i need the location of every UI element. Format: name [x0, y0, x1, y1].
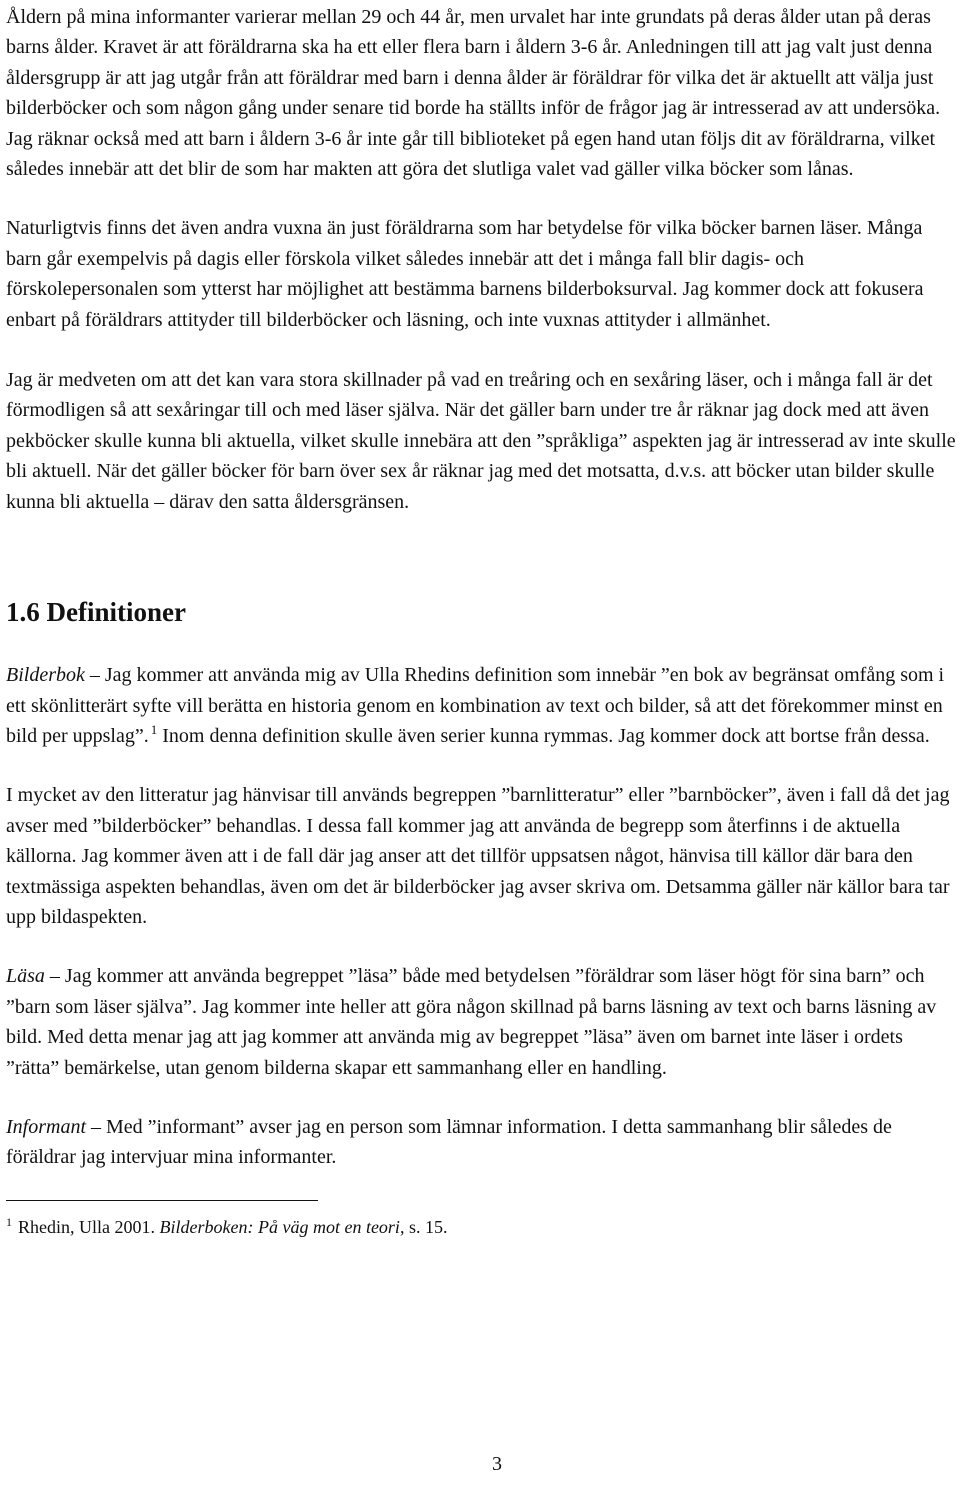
- definition-lasa: [6, 961, 956, 1083]
- definition-informant: [6, 1112, 956, 1173]
- definition-bilderbok-text-continued: Inom denna definition skulle även serier kunna rymmas. Jag kommer dock att bortse från dessa.: [157, 724, 930, 747]
- footnote: [6, 1215, 956, 1239]
- definition-informant-text: – Med ”informant” avser jag en person som lämnar information. I detta sammanhang blir således de föräldrar jag intervjuar mina informanter.: [6, 1115, 892, 1169]
- footnote-pages: , s. 15.: [399, 1216, 448, 1237]
- term-bilderbok: Bilderbok: [6, 664, 85, 687]
- page-number: 3: [492, 1453, 502, 1475]
- term-informant: Informant: [6, 1115, 86, 1138]
- paragraph-literature-terms: I mycket av den litteratur jag hänvisar till används begreppen ”barnlitteratur” eller ”barnböcker”, även i fall då det jag avser med ”bilderböcker” behandlas. I dessa fall kommer jag att använda de begrepp som återfinns i de aktuella källorna. Jag kommer även att i de fall där jag anser att det tillför uppsatsen något, hänvisa till källor där bara den textmässiga aspekten behandlas, även om det är bilderböcker jag avser skriva om. Detsamma gäller när källor bara tar upp bildaspekten.: [6, 784, 950, 928]
- paragraph-age-differences: Jag är medveten om att det kan vara stora skillnader på vad en treåring och en sexåring läser, och i många fall är det förmodligen så att sexåringar till och med läser själva. När det gäller barn under tre år räknar jag dock med att även pekböcker skulle kunna bli aktuella, vilket skulle innebära att den ”språkliga” aspekten jag är intresserad av inte skulle bli aktuell. När det gäller böcker för barn över sex år räknar jag med det motsatta, d.v.s. att böcker utan bilder skulle kunna bli aktuella – därav den satta åldersgränsen.: [6, 369, 956, 513]
- footnote-author: Rhedin, Ulla 2001.: [18, 1216, 155, 1237]
- term-lasa: Läsa: [6, 965, 45, 988]
- footnote-mark: 1: [6, 1214, 12, 1229]
- footnote-separator: [6, 1200, 318, 1201]
- definition-lasa-text: – Jag kommer att använda begreppet ”läsa” både med betydelsen ”föräldrar som läser högt för sina barn” och ”barn som läser själva”. Jag kommer inte heller att göra någon skillnad på barns läsning av text och barns läsning av bild. Med detta menar jag att jag kommer att använda mig av begreppet ”läsa” även om barnet inte läser i ordets ”rätta” bemärkelse, utan genom bilderna skapar ett sammanhang eller en handling.: [6, 965, 937, 1079]
- paragraph-other-adults: Naturligtvis finns det även andra vuxna än just föräldrarna som har betydelse för vilka böcker barnen läser. Många barn går exempelvis på dagis eller förskola vilket således innebär att det i många fall blir dagis- och förskolepersonalen som ytterst har möjlighet att bestämma barnens bilderboksurval. Jag kommer dock att fokusera enbart på föräldrars attityder till bilderböcker och läsning, och inte vuxnas attityder i allmänhet.: [6, 217, 924, 331]
- paragraph-informant-age: Åldern på mina informanter varierar mellan 29 och 44 år, men urvalet har inte grundats på deras ålder utan på deras barns ålder. Kravet är att föräldrarna ska ha ett eller flera barn i åldern 3-6 år. Anledningen till att jag valt just denna åldersgrupp är att jag utgår från att föräldrar med barn i denna ålder är föräldrar för vilka det är aktuellt att välja just bilderböcker och som någon gång under senare tid borde ha ställts inför de frågor jag är intresserad av att undersöka. Jag räknar också med att barn i åldern 3-6 år inte går till biblioteket på egen hand utan följs dit av föräldrarna, vilket således innebär att det blir de som har makten att göra det slutliga valet vad gäller vilka böcker som lånas.: [6, 6, 941, 181]
- footnote-reference[interactable]: 1: [150, 722, 158, 738]
- section-heading-definitioner: 1.6 Definitioner: [6, 597, 186, 628]
- definition-bilderbok-text: – Jag kommer att använda mig av Ulla Rhedins definition som innebär ”en bok av begränsat omfång som i ett skönlitterärt syfte vill berätta en historia genom en kombination av text och bilder, så att det förekommer minst en bild per uppslag”.: [6, 664, 945, 747]
- footnote-title: Bilderboken: På väg mot en teori: [159, 1216, 400, 1237]
- definition-bilderbok: [6, 660, 956, 751]
- document-page: [6, 0, 956, 1239]
